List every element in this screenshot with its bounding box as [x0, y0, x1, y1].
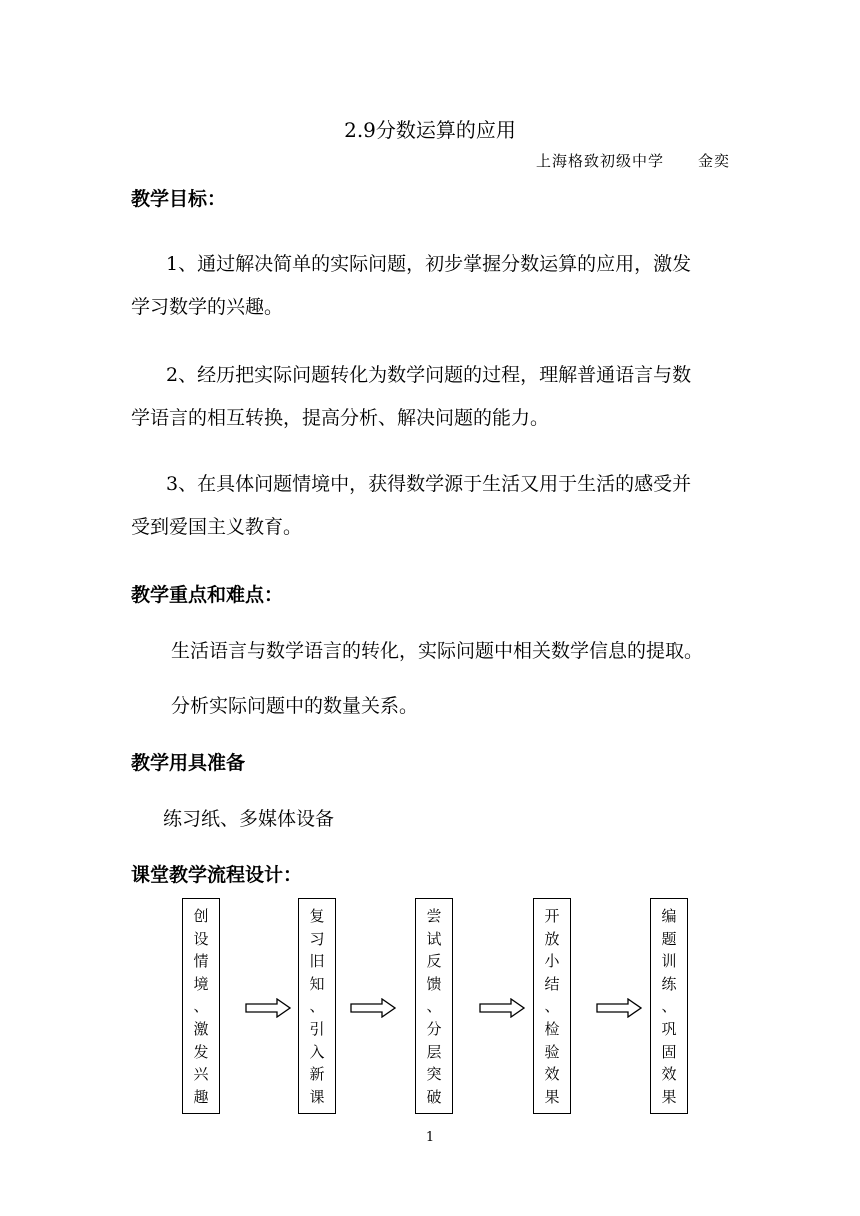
flow-step-4-label: 开 放 小 结 、 检 验 效 果: [544, 907, 560, 1106]
flow-arrow-3-icon: [479, 998, 525, 1018]
author-school: 上海格致初级中学: [535, 152, 664, 170]
author-name: 金奕: [697, 152, 730, 170]
flow-arrow-4-icon: [596, 998, 642, 1018]
objectives-heading: 教学目标：: [131, 188, 227, 210]
flow-step-2-box: [298, 898, 336, 1114]
flow-step-1-label: 创 设 情 境 、 激 发 兴 趣: [193, 907, 209, 1106]
objective-2-line2: 学语言的相互转换，提高分析、解决问题的能力。: [131, 407, 550, 429]
flow-step-5-label: 编 题 训 练 、 巩 固 效 果: [661, 907, 677, 1106]
flow-step-3-box: [415, 898, 453, 1114]
tools-text: 练习纸、多媒体设备: [163, 808, 335, 830]
flow-arrow-2-icon: [350, 998, 396, 1018]
page-number: 1: [425, 1130, 435, 1145]
objective-1-line2: 学习数学的兴趣。: [131, 296, 284, 318]
author-line: [536, 150, 730, 171]
flow-step-2-label: 复 习 旧 知 、 引 入 新 课: [309, 907, 325, 1106]
flow-step-3-label: 尝 试 反 馈 、 分 层 突 破: [426, 907, 442, 1106]
key-point-1: 生活语言与数学语言的转化，实际问题中相关数学信息的提取。: [171, 640, 704, 662]
flow-step-5-box: [650, 898, 688, 1114]
objective-1-line1: 1、通过解决简单的实际问题，初步掌握分数运算的应用，激发: [166, 253, 692, 275]
tools-heading: 教学用具准备: [131, 752, 246, 774]
flow-heading: 课堂教学流程设计：: [131, 864, 303, 886]
key-points-heading: 教学重点和难点：: [131, 584, 284, 606]
objective-2-line1: 2、经历把实际问题转化为数学问题的过程，理解普通语言与数: [166, 364, 692, 386]
objective-3-line1: 3、在具体问题情境中，获得数学源于生活又用于生活的感受并: [166, 473, 692, 495]
key-point-2: 分析实际问题中的数量关系。: [171, 695, 419, 717]
flow-arrow-1-icon: [245, 998, 291, 1018]
flow-step-4-box: [533, 898, 571, 1114]
flow-step-1-box: [182, 898, 220, 1114]
objective-3-line2: 受到爱国主义教育。: [131, 516, 303, 538]
document-title: 2.9分数运算的应用: [344, 118, 516, 142]
